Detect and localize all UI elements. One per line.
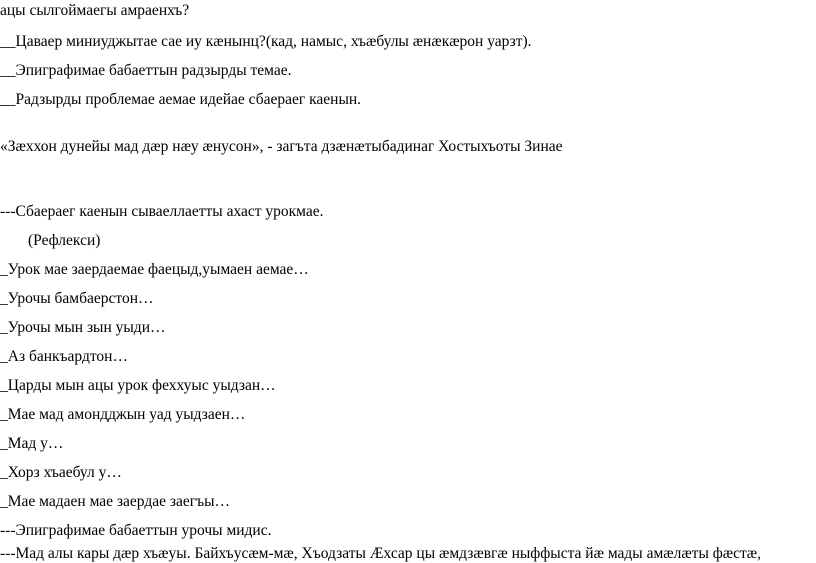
text-line: _Урочы мын зын уыди…	[0, 319, 166, 336]
text-line: _Мае мадаен мае заердае заегъы…	[0, 493, 231, 510]
text-line: ацы сылгоймаегы амраенхъ?	[0, 2, 190, 19]
text-line: _Аз банкъардтон…	[0, 348, 128, 365]
text-line: _Царды мын ацы урок феххуыс уыдзан…	[0, 377, 276, 394]
text-line: ---Эпиграфимае бабаеттын урочы мидис.	[0, 522, 272, 539]
text-line: __Цаваер миниуджытае сае иу кæнынц?(кад, намыс, хъæбулы æнæкæрон уарзт).	[0, 33, 532, 50]
text-line: _Урочы бамбаерстон…	[0, 290, 154, 307]
text-line: _Мае мад амондджын уад уыдзаен…	[0, 406, 246, 423]
text-line: (Рефлекси)	[28, 232, 101, 249]
text-line: ---Сбаераег каенын сываеллаетты ахаст урокмае.	[0, 203, 324, 220]
text-line: ---Мад алы кары дæр хъæуы. Байхъусæм-мæ, Хъодзаты Æхсар цы æмдзæвгæ ныффыста йæ мады амæлæты фæстæ,	[0, 545, 761, 562]
text-line: __Радзырды проблемае аемае идейае сбаераег каенын.	[0, 91, 362, 108]
text-line: _Урок мае заердаемае фаецыд,уымаен аемае…	[0, 261, 309, 278]
text-line: __Эпиграфимае бабаеттын радзырды темае.	[0, 62, 292, 79]
text-line: _Хорз хъаебул у…	[0, 464, 122, 481]
text-line: _Мад у…	[0, 435, 64, 452]
text-line: «Зæххон дунейы мад дæр нæу æнусон», - загъта дзæнæтыбадинаг Хостыхъоты Зинае	[0, 138, 563, 155]
